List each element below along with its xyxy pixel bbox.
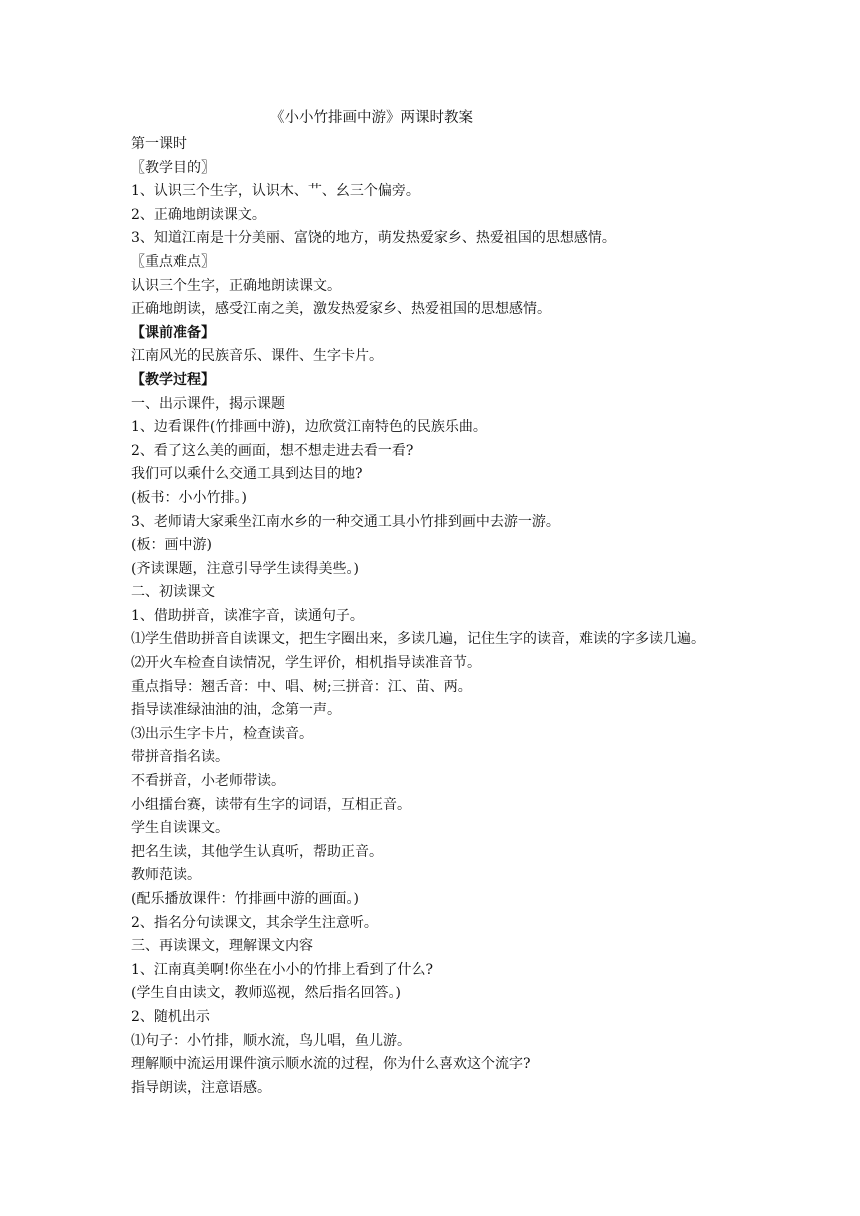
text-line: 二、初读课文	[131, 584, 215, 601]
text-line: 3、老师请大家乘坐江南水乡的一种交通工具小竹排到画中去游一游。	[131, 513, 560, 530]
text-line: 1、认识三个生字，认识木、艹、幺三个偏旁。	[131, 183, 420, 200]
text-line: 3、知道江南是十分美丽、富饶的地方，萌发热爱家乡、热爱祖国的思想感情。	[131, 230, 616, 247]
text-line: 〖教学目的〗	[131, 159, 215, 176]
text-line: (学生自由读文，教师巡视，然后指名回答。)	[131, 985, 401, 1002]
text-line: 学生自读课文。	[131, 820, 229, 837]
text-line: 2、看了这么美的画面，想不想走进去看一看?	[131, 442, 414, 459]
text-line: 三、再读课文，理解课文内容	[131, 938, 313, 955]
text-line: 认识三个生字，正确地朗读课文。	[131, 277, 341, 294]
text-line: 重点指导：翘舌音：中、唱、树;三拼音：江、苗、两。	[131, 678, 472, 695]
text-line: (板书：小小竹排。)	[131, 489, 247, 506]
text-line: 不看拼音，小老师带读。	[131, 773, 285, 790]
text-line: 小组擂台赛，读带有生字的词语，互相正音。	[131, 796, 411, 813]
text-line: 理解顺中流运用课件演示顺水流的过程，你为什么喜欢这个流字?	[131, 1056, 531, 1073]
text-line: 一、出示课件，揭示课题	[131, 395, 285, 412]
text-line: 我们可以乘什么交通工具到达目的地?	[131, 466, 363, 483]
text-line: 正确地朗读，感受江南之美，激发热爱家乡、热爱祖国的思想感情。	[131, 301, 551, 318]
text-line: ⑴句子：小竹排，顺水流，鸟儿唱，鱼儿游。	[131, 1032, 411, 1049]
text-line: ⑵开火车检查自读情况，学生评价，相机指导读准音节。	[131, 655, 481, 672]
text-line: 2、正确地朗读课文。	[131, 206, 266, 223]
text-line: 1、边看课件(竹排画中游)，边欣赏江南特色的民族乐曲。	[131, 419, 487, 436]
text-line: 指导读准绿油油的油，念第一声。	[131, 702, 341, 719]
text-line: (板：画中游)	[131, 537, 212, 554]
document-body	[131, 133, 831, 1100]
text-line: ⑴学生借助拼音自读课文，把生字圈出来，多读几遍，记住生字的读音，难读的字多读几遍。	[131, 631, 705, 648]
text-line: ⑶出示生字卡片，检查读音。	[131, 725, 313, 742]
text-line: 带拼音指名读。	[131, 749, 229, 766]
text-line: 教师范读。	[131, 867, 201, 884]
text-line: 把名生读，其他学生认真听，帮助正音。	[131, 843, 383, 860]
section-heading: 【教学过程】	[131, 371, 215, 388]
text-line: 2、随机出示	[131, 1008, 210, 1025]
document-title: 《小小竹排画中游》两课时教案	[270, 110, 473, 126]
text-line: 1、借助拼音，读准字音，读通句子。	[131, 607, 364, 624]
text-line: 1、江南真美啊!你坐在小小的竹排上看到了什么?	[131, 961, 434, 978]
text-line: (齐读课题，注意引导学生读得美些。)	[131, 560, 359, 577]
text-line: 江南风光的民族音乐、课件、生字卡片。	[131, 348, 383, 365]
section-heading: 【课前准备】	[131, 324, 215, 341]
text-line: 第一课时	[131, 136, 187, 152]
text-line: 指导朗读，注意语感。	[131, 1079, 271, 1096]
text-line: 〖重点难点〗	[131, 253, 215, 270]
text-line: 2、指名分句读课文，其余学生注意听。	[131, 914, 378, 931]
text-line: (配乐播放课件：竹排画中游的画面。)	[131, 891, 359, 907]
